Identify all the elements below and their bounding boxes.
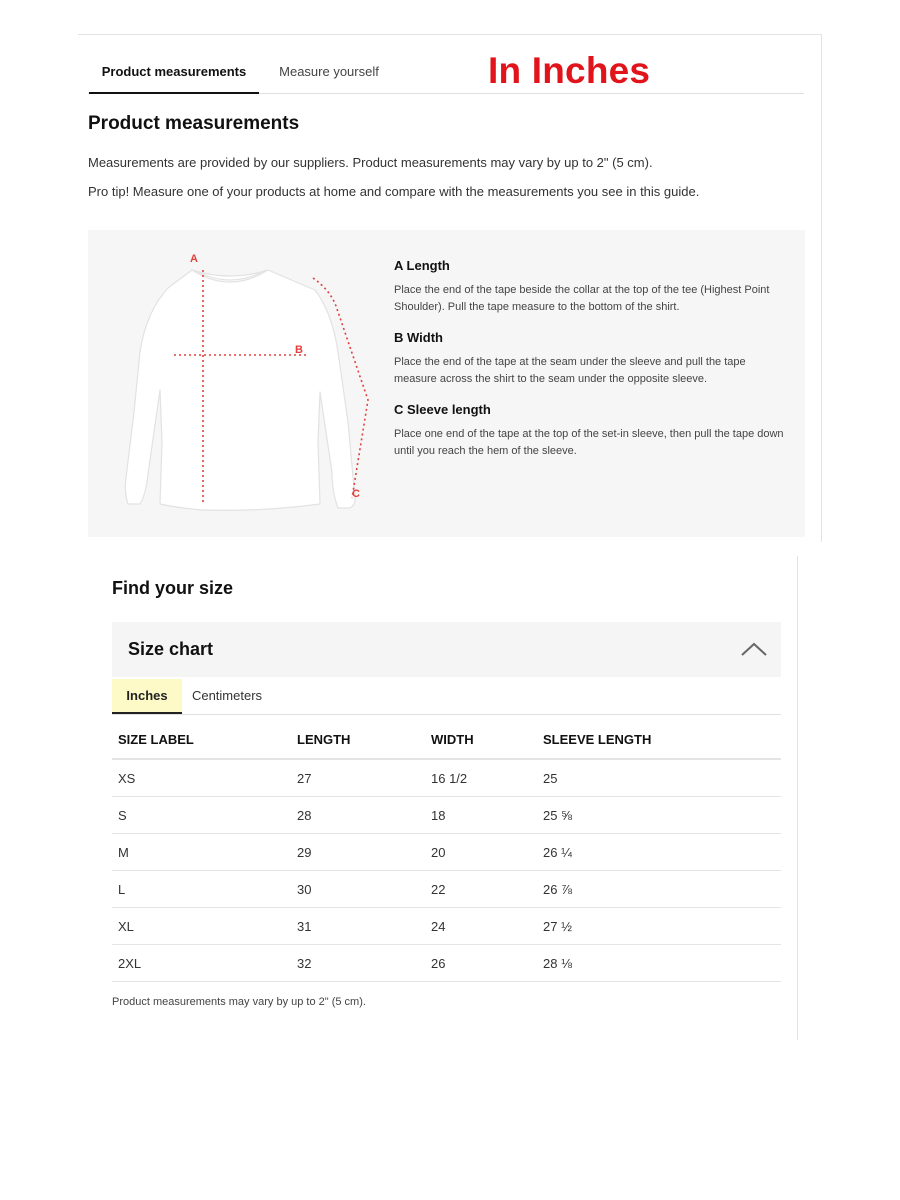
sleeve-length-text: Place one end of the tape at the top of the set-in sleeve, then pull the tape down until you reach the hem of the sleeve. [394,428,784,457]
table-row [112,759,781,797]
table-cell: 31 [291,908,425,945]
section-title: Product measurements [88,113,300,134]
column-header-size-label: SIZE LABEL [112,720,291,759]
table-cell: 32 [291,945,425,982]
table-cell: 22 [425,871,537,908]
column-header-width: WIDTH [425,720,537,759]
intro-text: Measurements are provided by our suppliers. Product measurements may vary by up to 2" (5 cm). [88,155,653,170]
top-divider [78,34,822,35]
table-row [112,834,781,871]
sleeve-length-title: C Sleeve length [394,402,491,417]
tab-inches[interactable]: Inches [112,679,182,714]
table-cell: 18 [425,797,537,834]
table-cell: 26 ¼ [537,834,781,871]
column-header-length: LENGTH [291,720,425,759]
table-cell: XL [112,908,291,945]
table-row [112,797,781,834]
label-c: C [352,488,360,500]
table-row [112,908,781,945]
tab-product-measurements[interactable]: Product measurements [89,52,259,94]
table-cell: L [112,871,291,908]
size-chart-table [112,720,781,982]
width-text: Place the end of the tape at the seam under the sleeve and pull the tape measure across the shirt to the seam under the opposite sleeve. [394,356,746,385]
length-text: Place the end of the tape beside the collar at the top of the tee (Highest Point Shoulder). Pull the tape measure to the bottom of the shirt. [394,284,770,313]
table-cell: 26 [425,945,537,982]
table-cell: 27 [291,759,425,797]
table-cell: 27 ½ [537,908,781,945]
table-cell: 29 [291,834,425,871]
chevron-up-icon[interactable] [741,641,767,657]
right-divider [821,34,822,542]
table-cell: 26 ⅞ [537,871,781,908]
pro-tip-text: Pro tip! Measure one of your products at home and compare with the measurements you see in this guide. [88,184,700,199]
table-cell: 25 [537,759,781,797]
table-cell: 20 [425,834,537,871]
tab-centimeters[interactable]: Centimeters [191,688,263,703]
table-cell: 16 1/2 [425,759,537,797]
width-title: B Width [394,330,443,345]
column-header-sleeve-length: SLEEVE LENGTH [537,720,781,759]
table-cell: XS [112,759,291,797]
unit-tabs [112,679,781,715]
label-b: B [295,344,303,356]
long-sleeve-shirt-diagram [110,242,380,527]
table-cell: 2XL [112,945,291,982]
length-title: A Length [394,258,450,273]
table-cell: M [112,834,291,871]
tab-measure-yourself[interactable]: Measure yourself [279,64,379,79]
find-your-size-heading: Find your size [112,578,234,598]
table-row [112,945,781,982]
table-cell: 28 [291,797,425,834]
guide-tabs [88,52,804,94]
overlay-annotation: In Inches [488,50,651,91]
table-cell: 30 [291,871,425,908]
table-cell: 28 ⅛ [537,945,781,982]
table-cell: 24 [425,908,537,945]
measurement-panel [88,230,805,537]
right-divider [797,556,798,1040]
size-chart-title: Size chart [128,639,214,659]
table-cell: S [112,797,291,834]
table-row [112,871,781,908]
table-cell: 25 ⅝ [537,797,781,834]
size-chart-accordion[interactable] [112,622,781,677]
measurement-descriptions [394,258,789,474]
footnote: Product measurements may vary by up to 2" (5 cm). [112,996,366,1008]
table-header-row [112,720,781,759]
label-a: A [190,253,198,265]
